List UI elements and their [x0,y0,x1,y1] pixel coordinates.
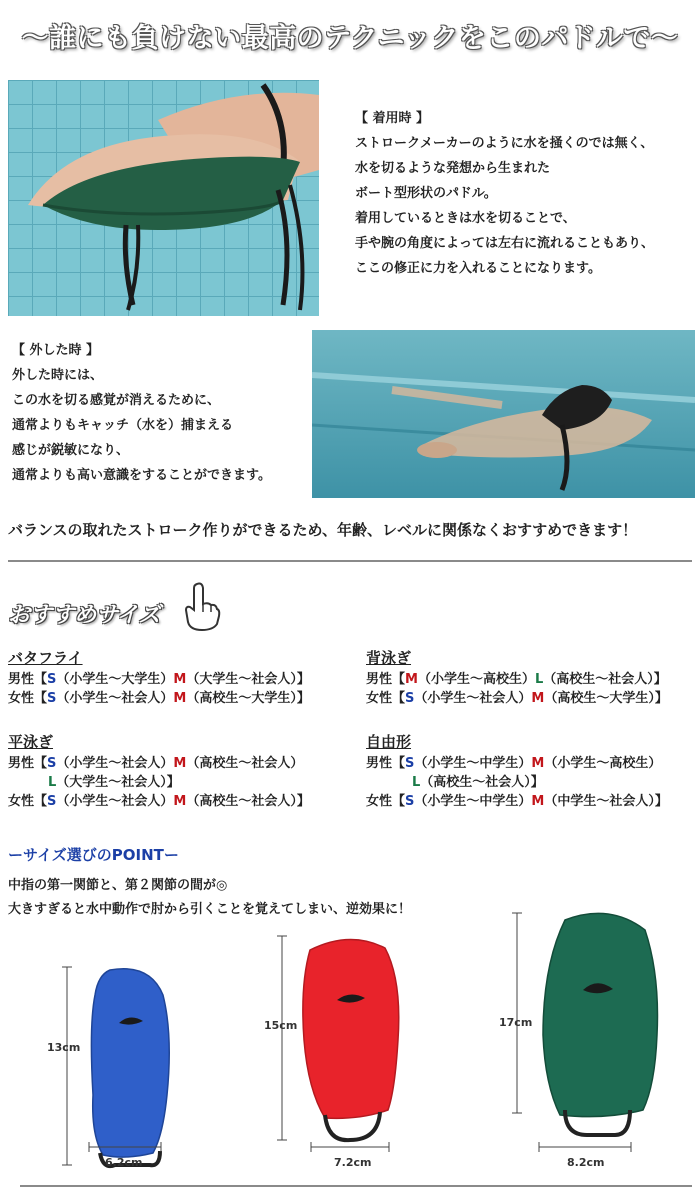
removed-description [12,338,271,488]
page-header [0,0,700,62]
size-point-line: 大きすぎると水中動作で肘から引くことを覚えてしまい、逆効果に！ [8,902,412,917]
gender-label: 女性【 [366,794,406,809]
stroke-name-backstroke: 背泳ぎ [366,649,412,667]
removed-line: 通常よりもキャッチ（水を）捕まえる [12,418,234,433]
size-m: M [173,672,187,687]
wearing-line: 水を切るような発想から生まれた [355,161,551,176]
paddle-wearing-illustration [8,80,319,316]
male-row-continued [366,773,668,792]
swimmer-photo [312,330,695,498]
size-range: （小学生〜中学生） [414,756,532,771]
removed-line: 感じが鋭敏になり、 [12,443,130,458]
size-l: L [412,775,421,790]
paddle-large-diagram [505,905,665,1155]
size-range: （小学生〜社会人） [56,691,174,706]
wearing-line: ここの修正に力を入れることになります。 [355,261,601,276]
size-s: S [405,794,415,809]
paddle-medium-diagram [270,930,410,1160]
removed-line: 通常よりも高い意識をすることができます。 [12,468,271,483]
size-m: M [405,672,418,687]
removed-line: この水を切る感覚が消えるために、 [12,393,221,408]
wearing-description [355,106,654,281]
female-row [366,689,668,708]
size-section-title: おすすめサイズ [8,603,161,628]
page-title: 〜誰にも負けない最高のテクニックをこのパドルで〜 [21,23,679,54]
paddle-small-height: 13cm [47,1041,81,1054]
size-range: （小学生〜大学生） [56,672,174,687]
size-range: （小学生〜高校生） [544,756,662,771]
size-range: （小学生〜社会人） [414,691,532,706]
size-l: L [534,672,544,687]
male-row [366,754,668,773]
freestyle-sizes [366,732,668,811]
male-row-continued [8,773,310,792]
size-m: M [531,756,545,771]
size-s: S [47,672,57,687]
paddle-large-width: 8.2cm [567,1156,605,1169]
size-point-line: 中指の第一関節と、第２関節の間が◎ [8,878,228,893]
gender-label: 男性【 [8,672,48,687]
size-s: S [47,691,57,706]
stroke-name-butterfly: バタフライ [8,649,83,667]
male-row [366,670,668,689]
wearing-line: 手や腕の角度によっては左右に流れることもあり、 [355,236,655,251]
male-row [8,754,310,773]
size-m: M [173,794,187,809]
size-l: L [48,775,57,790]
size-s: S [405,756,415,771]
removed-title: 【 外した時 】 [12,343,100,358]
swimmer-illustration [312,330,695,498]
gender-label: 女性【 [8,691,48,706]
wearing-line: ボート型形状のパドル。 [355,186,497,201]
female-row [8,689,310,708]
paddle-small-width: 6.2cm [105,1156,143,1169]
size-range: （小学生〜中学生） [414,794,532,809]
size-range: （大学生〜社会人）】 [186,672,310,687]
stroke-name-breaststroke: 平泳ぎ [8,733,54,751]
wearing-title: 【 着用時 】 [355,111,430,126]
size-m: M [531,794,545,809]
stroke-name-freestyle: 自由形 [366,733,412,751]
size-range: （高校生〜大学生）】 [186,691,310,706]
paddle-small-width-line [85,1140,165,1154]
paddle-wearing-photo [8,80,319,316]
gender-label: 女性【 [366,691,406,706]
size-range: （大学生〜社会人）】 [56,775,180,790]
recommendation-text: バランスの取れたストローク作りができるため、年齢、レベルに関係なくおすすめできます！ [8,521,638,539]
gender-label: 男性【 [8,756,48,771]
size-range: （高校生〜社会人）】 [186,794,310,809]
paddle-small [91,969,169,1157]
size-m: M [173,691,187,706]
butterfly-sizes [8,648,310,708]
size-range: （高校生〜社会人） [186,756,304,771]
size-range: （小学生〜高校生） [417,672,535,687]
wearing-line: ストロークメーカーのように水を掻くのでは無く、 [355,136,654,151]
size-range: （小学生〜社会人） [56,794,174,809]
gender-label: 男性【 [366,756,406,771]
paddle-large [543,913,658,1116]
size-range: （高校生〜社会人）】 [420,775,544,790]
divider [8,560,692,562]
backstroke-sizes [366,648,668,708]
wearing-line: 着用しているときは水を切ることで、 [355,211,576,226]
size-range: （高校生〜社会人）】 [543,672,667,687]
size-range: （小学生〜社会人） [56,756,174,771]
paddle-medium-height: 15cm [264,1019,298,1032]
removed-line: 外した時には、 [12,368,104,383]
breaststroke-sizes [8,732,310,811]
paddle-large-height: 17cm [499,1016,533,1029]
paddle-medium-width: 7.2cm [334,1156,372,1169]
female-row [8,792,310,811]
size-m: M [173,756,187,771]
female-row [366,792,668,811]
divider [20,1185,692,1187]
paddle-large-width-line [535,1140,635,1154]
size-s: S [47,756,57,771]
paddle-medium [303,939,399,1118]
size-range: （中学生〜社会人）】 [544,794,668,809]
pointing-hand-icon [180,580,222,632]
gender-label: 男性【 [366,672,406,687]
size-s: S [47,794,57,809]
gender-label: 女性【 [8,794,48,809]
size-s: S [405,691,415,706]
size-point-title: ーサイズ選びのPOINTー [8,846,179,864]
paddle-medium-width-line [307,1140,393,1154]
male-row [8,670,310,689]
size-range: （高校生〜大学生）】 [544,691,668,706]
size-m: M [531,691,545,706]
